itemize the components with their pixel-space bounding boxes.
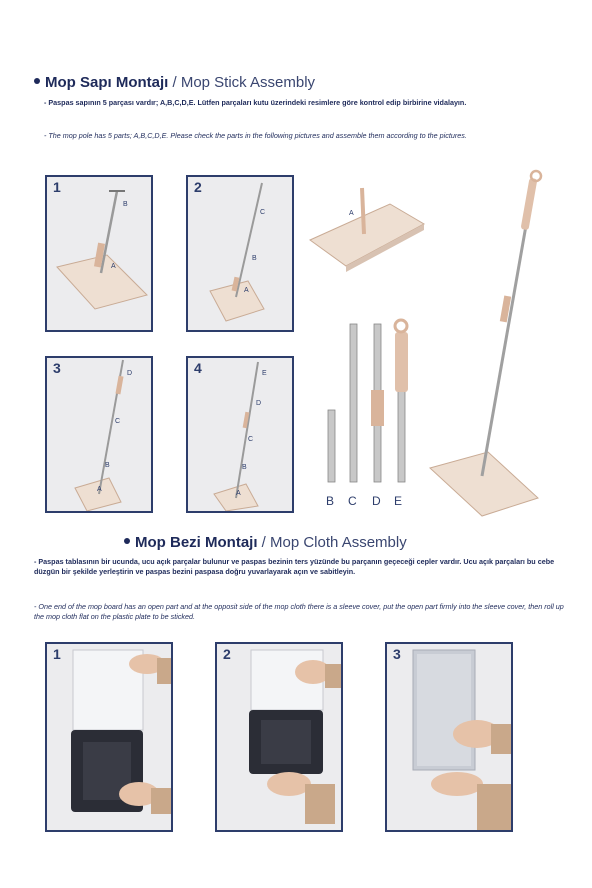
cloth-step-2-illustration xyxy=(217,644,341,830)
part-label-b: B xyxy=(252,255,257,262)
part-label-c: C xyxy=(248,436,254,443)
part-letter-e: E xyxy=(394,494,403,508)
step-number: 3 xyxy=(53,360,61,376)
part-label-b: B xyxy=(105,462,110,469)
section1-tr-text: - Paspas sapının 5 parçası vardır; A,B,C,D,E. Lütfen parçaları kutu üzerindeki resimlere göre kontrol edip birbirine vidalayın. xyxy=(44,98,467,107)
assembled-mop-illustration xyxy=(426,168,556,520)
section2-title-rest: / Mop Cloth Assembly xyxy=(257,534,407,551)
step-number: 3 xyxy=(393,646,401,662)
cloth-step-3-panel xyxy=(385,642,513,832)
stick-step-2-panel xyxy=(186,175,294,332)
head-part-label-a: A xyxy=(349,210,354,217)
bullet-dot-icon xyxy=(34,78,40,84)
mop-step-4-illustration xyxy=(188,358,292,511)
step-number: 4 xyxy=(194,360,202,376)
part-label-a: A xyxy=(97,486,102,493)
part-label-a: A xyxy=(111,263,116,270)
step-number: 2 xyxy=(194,179,202,195)
stick-step-1-panel xyxy=(45,175,153,332)
section2-title xyxy=(124,534,407,551)
cloth-step-2-panel xyxy=(215,642,343,832)
part-letter-d: D xyxy=(372,494,381,508)
section1-title-rest: / Mop Stick Assembly xyxy=(168,74,316,91)
section2-tr-text: - Paspas tablasının bir ucunda, ucu açık parçalar bulunur ve paspas bezinin ters yüzünde bu parçanın geçeceği cepler vardır. Ucu açık parçaları bu cebe düzgün bir şekilde yerleştirin ve paspas bezini paspasa doğru yuvarlayarak açın ve sabitleyin. xyxy=(34,557,555,576)
part-label-b: B xyxy=(242,464,247,471)
pole-parts-illustration xyxy=(320,318,416,490)
part-label-e: E xyxy=(262,370,267,377)
part-label-c: C xyxy=(115,418,121,425)
part-label-b: B xyxy=(123,201,128,208)
mop-step-2-illustration xyxy=(188,177,292,330)
part-letter-b: B xyxy=(326,494,335,508)
stick-step-4-panel xyxy=(186,356,294,513)
part-label-d: D xyxy=(256,400,262,407)
cloth-step-1-illustration xyxy=(47,644,171,830)
bullet-dot-icon xyxy=(124,538,130,544)
section1-title-bold: Mop Sapı Montajı xyxy=(45,74,169,91)
step-number: 1 xyxy=(53,646,61,662)
cloth-step-1-panel xyxy=(45,642,173,832)
step-number: 1 xyxy=(53,179,61,195)
cloth-step-3-illustration xyxy=(387,644,511,830)
part-label-c: C xyxy=(260,209,266,216)
section2-title-bold: Mop Bezi Montajı xyxy=(135,534,258,551)
step-number: 2 xyxy=(223,646,231,662)
part-label-a: A xyxy=(244,287,249,294)
section2-en-text: - One end of the mop board has an open part and at the opposit side of the mop cloth there is a sleeve cover, put the open part firmly into the sleeve cover, then roll up the mop cloth flat on the plastic plate to be sticked. xyxy=(34,602,564,621)
part-label-d: D xyxy=(127,370,133,377)
section1-title xyxy=(34,74,315,91)
part-letter-c: C xyxy=(348,494,357,508)
mop-head-part-a-illustration xyxy=(306,182,426,272)
stick-step-3-panel xyxy=(45,356,153,513)
section1-en-text: - The mop pole has 5 parts; A,B,C,D,E. Please check the parts in the following pictures and assemble them according to the pictures. xyxy=(44,131,467,140)
part-label-a: A xyxy=(236,490,241,497)
mop-step-1-illustration xyxy=(47,177,151,330)
